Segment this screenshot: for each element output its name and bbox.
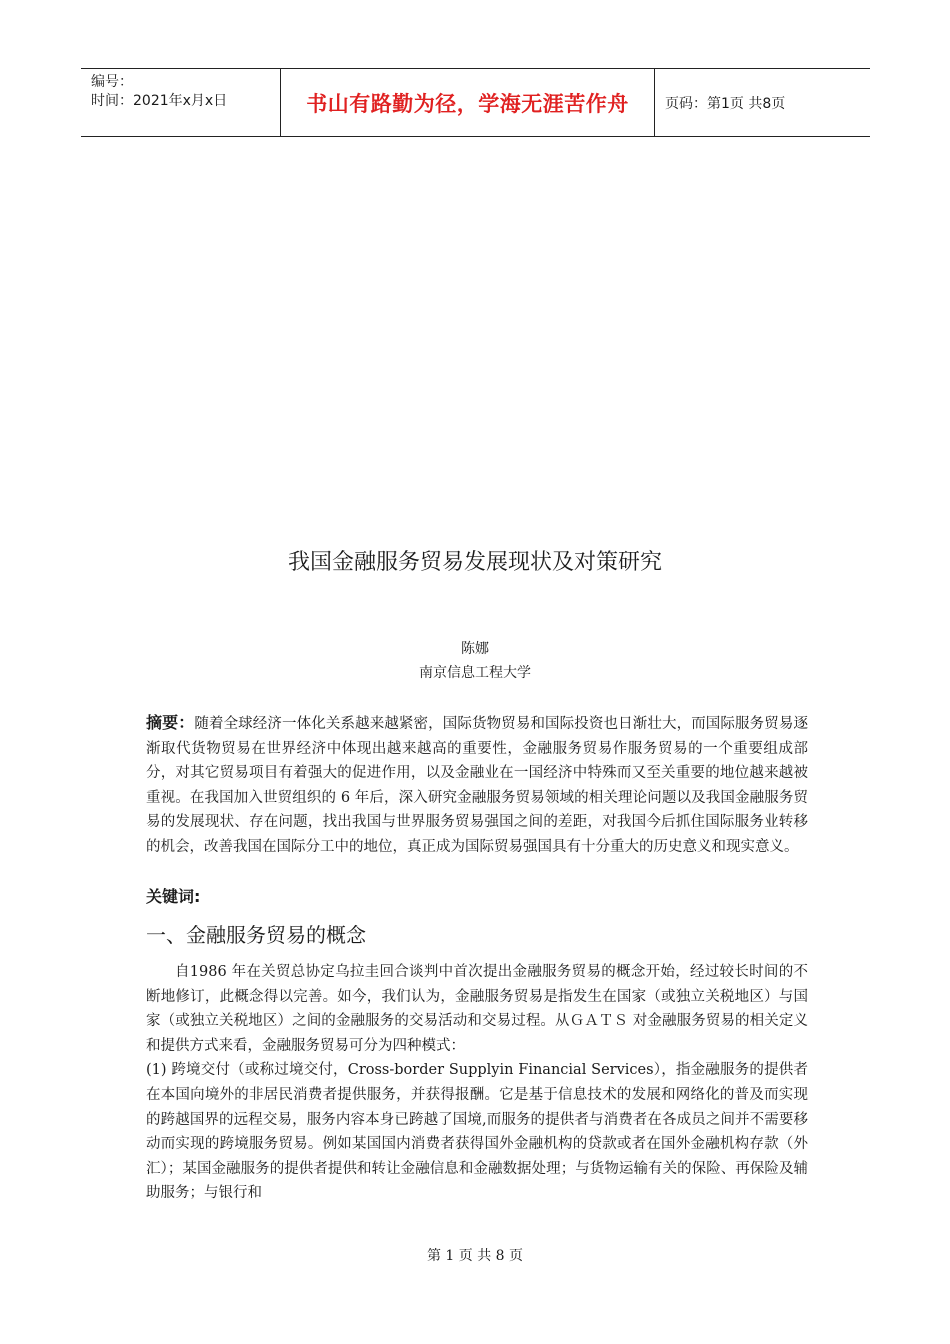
page-header xyxy=(81,68,870,137)
keywords-label: 关键词: xyxy=(146,887,201,906)
document-title: 我国金融服务贸易发展现状及对策研究 xyxy=(287,550,662,575)
document-author: 陈娜 xyxy=(461,641,489,657)
paragraph: (1) 跨境交付（或称过境交付，Cross-border Supplyin Financial Services），指金融服务的提供者在本国向境外的非居民消费者提供服务，并获得报酬。它是基于信息技术的发展和网络化的普及而实现的跨越国界的远程交易，服务内容本身已跨越了国境,而服务的提供者与消费者在各成员之间并不需要移动而实现的跨境服务贸易。例如某国国内消费者获得国外金融机构的贷款或者在国外金融机构存款（外汇）；某国金融服务的提供者提供和转让金融信息和金融数据处理；与货物运输有关的保险、再保险及辅助服务；与银行和 xyxy=(146,1062,808,1202)
document-number-label: 编号： xyxy=(91,74,133,90)
header-motto: 书山有路勤为径，学海无涯苦作舟 xyxy=(281,69,655,136)
header-page-info: 页码：第1页 共8页 xyxy=(665,95,786,112)
document-time-label: 时间：2021年x月x日 xyxy=(91,93,228,109)
paragraph: 自1986 年在关贸总协定乌拉圭回合谈判中首次提出金融服务贸易的概念开始，经过较长时间的不断地修订，此概念得以完善。如今，我们认为，金融服务贸易是指发生在国家（或独立关税地区）与国家（或独立关税地区）之间的金融服务的交易活动和交易过程。从ＧＡＴＳ 对金融服务贸易的相关定义和提供方式来看，金融服务贸易可分为四种模式： xyxy=(146,964,808,1054)
abstract-label: 摘要： xyxy=(146,713,195,732)
section-heading: 一、金融服务贸易的概念 xyxy=(146,923,366,947)
abstract-block xyxy=(146,711,808,860)
document-affiliation: 南京信息工程大学 xyxy=(419,665,531,681)
body-text xyxy=(146,960,808,1206)
abstract-text: 随着全球经济一体化关系越来越紧密，国际货物贸易和国际投资也日渐壮大，而国际服务贸易逐渐取代货物贸易在世界经济中体现出越来越高的重要性，金融服务贸易作服务贸易的一个重要组成部分，对其它贸易项目有着强大的促进作用，以及金融业在一国经济中特殊而又至关重要的地位越来越被重视。在我国加入世贸组织的 6 年后，深入研究金融服务贸易领域的相关理论问题以及我国金融服务贸易的发展现状、存在问题，找出我国与世界服务贸易强国之间的差距，对我国今后抓住国际服务业转移的机会，改善我国在国际分工中的地位，真正成为国际贸易强国具有十分重大的历史意义和现实意义。 xyxy=(146,716,808,855)
header-meta xyxy=(81,69,281,136)
page-footer: 第 1 页 共 8 页 xyxy=(426,1248,524,1264)
